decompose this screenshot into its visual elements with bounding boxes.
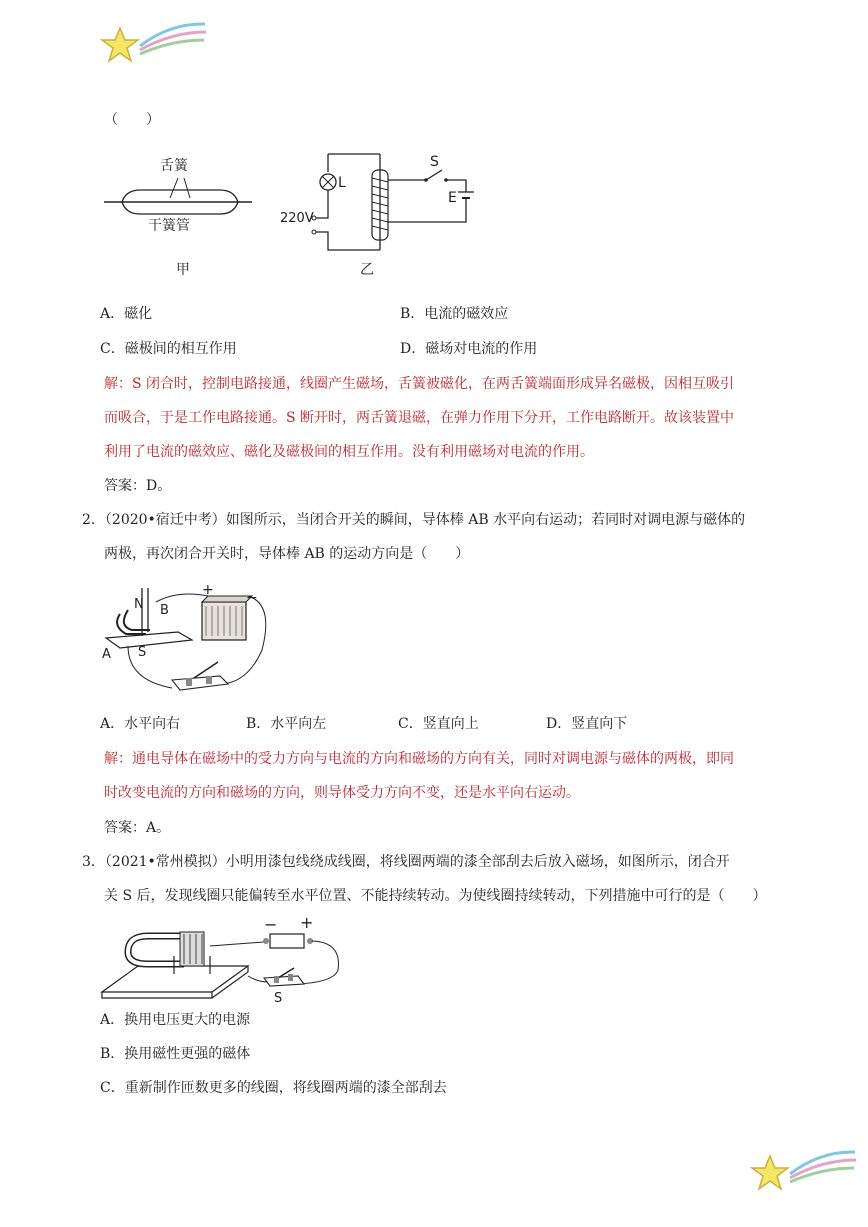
fig-yi-caption: 乙 xyxy=(360,262,374,278)
q2-option-c: C．竖直向上 xyxy=(398,716,479,732)
fig-q2-label-n: N xyxy=(134,597,144,612)
fig-yi-label-e: E xyxy=(448,190,457,206)
fig-q3-label-minus: − xyxy=(264,915,278,934)
star-logo-bottom xyxy=(750,1146,860,1196)
fig-q3-label-s: S xyxy=(274,991,283,1004)
q2-option-a: A．水平向右 xyxy=(100,716,181,732)
fig-q2-label-a: A xyxy=(102,647,111,662)
q1-blank: （ ） xyxy=(104,112,160,128)
q2-option-d: D．竖直向下 xyxy=(546,716,628,732)
q1-solution-line-2: 而吸合，于是工作电路接通。S 断开时，两舌簧退磁，在弹力作用下分开，工作电路断开。故该装置中 xyxy=(104,410,735,426)
q1-solution-line-1: 解：S 闭合时，控制电路接通，线圈产生磁场，舌簧被磁化，在两舌簧端面形成异名磁极，因相互吸引 xyxy=(104,376,735,392)
star-icon xyxy=(102,28,138,61)
q2-solution-line-2: 时改变电流的方向和磁场的方向，则导体受力方向不变，还是水平向右运动。 xyxy=(104,785,580,801)
star-logo-top xyxy=(100,18,210,68)
fig-q2-label-minus: − xyxy=(246,590,258,606)
q1-option-b: B．电流的磁效应 xyxy=(400,306,509,322)
q1-solution-line-3: 利用了电流的磁效应、磁化及磁极间的相互作用。没有利用磁场对电流的作用。 xyxy=(104,444,594,460)
fig-q2-label-s: S xyxy=(138,645,147,660)
q3-option-a: A．换用电压更大的电源 xyxy=(100,1012,251,1028)
fig-q2-label-b: B xyxy=(160,603,169,618)
fig-q2-label-plus: + xyxy=(202,582,214,598)
fig-yi-label-l: L xyxy=(338,175,346,191)
q3-stem-line-1: 3．（2021•常州模拟）小明用漆包线绕成线圈，将线圈两端的漆全部刮去后放入磁场，如图所示，闭合开 xyxy=(82,854,730,870)
q2-solution-line-1: 解：通电导体在磁场中的受力方向与电流的方向和磁场的方向有关，同时对调电源与磁体的两极，即同 xyxy=(104,751,734,767)
q3-option-c: C．重新制作匝数更多的线圈，将线圈两端的漆全部刮去 xyxy=(100,1080,447,1096)
q3-option-b: B．换用磁性更强的磁体 xyxy=(100,1046,251,1062)
q2-stem-line-2: 两极，再次闭合开关时，导体棒 AB 的运动方向是（ ） xyxy=(104,546,470,562)
fig-q3-label-plus: + xyxy=(300,913,314,932)
figure-q2-circuit xyxy=(98,580,278,704)
q3-stem-line-2: 关 S 后，发现线圈只能偏转至水平位置、不能持续转动。为使线圈持续转动，下列措施中可行的是（ ） xyxy=(104,888,767,904)
fig-yi-label-v: 220V xyxy=(280,211,314,226)
fig-jia-caption: 甲 xyxy=(176,262,190,278)
q1-answer: 答案：D。 xyxy=(104,478,172,494)
star-icon xyxy=(752,1156,788,1189)
q1-option-c: C．磁极间的相互作用 xyxy=(100,341,237,357)
q1-option-d: D．磁场对电流的作用 xyxy=(400,341,538,357)
fig-jia-label-bottom: 干簧管 xyxy=(148,218,190,234)
fig-jia-label-top: 舌簧 xyxy=(160,158,188,174)
q2-option-b: B．水平向左 xyxy=(246,716,327,732)
fig-yi-label-s: S xyxy=(430,154,439,170)
q1-option-a: A．磁化 xyxy=(100,306,153,322)
figure-jia-reed-switch xyxy=(100,150,260,280)
figure-q3-motor-circuit xyxy=(98,912,348,1004)
q2-stem-line-1: 2．（2020•宿迁中考）如图所示，当闭合开关的瞬间，导体棒 AB 水平向右运动；若同时对调电源与磁体的 xyxy=(82,512,746,528)
q2-answer: 答案：A。 xyxy=(104,820,171,836)
figure-yi-relay-circuit xyxy=(276,148,476,280)
